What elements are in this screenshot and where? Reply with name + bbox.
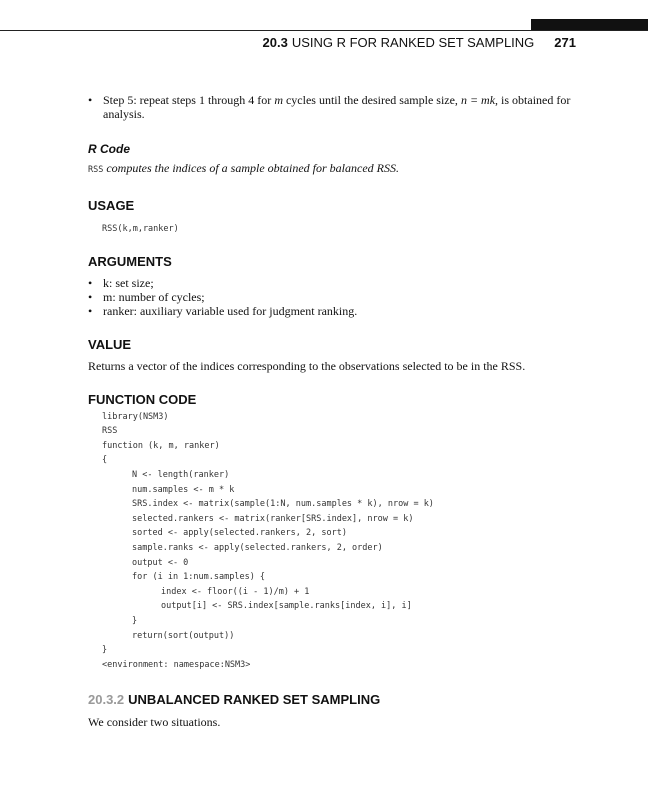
code-line: for (i in 1:num.samples) { [132, 572, 266, 583]
subsection-heading [88, 692, 578, 707]
bullet-dot: • [88, 93, 93, 107]
argument-item: • ranker: auxiliary variable used for judgment ranking. [88, 303, 358, 318]
arguments-list [88, 276, 578, 318]
code-line: selected.rankers <- matrix(ranker[SRS.index], nrow = k) [132, 513, 414, 524]
code-line: output <- 0 [132, 557, 189, 568]
code-line: N <- length(ranker) [132, 469, 230, 480]
running-header [263, 35, 576, 50]
code-line: RSS [102, 426, 118, 437]
rcode-heading: R Code [88, 142, 130, 156]
code-line: num.samples <- m * k [132, 484, 235, 495]
section-title: USING R FOR RANKED SET SAMPLING [291, 35, 535, 50]
code-line: output[i] <- SRS.index[sample.ranks[index, i], i] [161, 601, 412, 612]
value-text: Returns a vector of the indices corresponding to the observations selected to be in the RSS. [88, 358, 526, 373]
value-heading: VALUE [88, 336, 132, 352]
function-code-block [88, 410, 578, 673]
code-line: } [102, 645, 108, 656]
argument-item: • m: number of cycles; [88, 289, 205, 304]
code-line: SRS.index <- matrix(sample(1:N, num.samples * k), nrow = k) [132, 499, 434, 510]
header-rule [0, 30, 648, 31]
usage-heading: USAGE [88, 198, 135, 213]
code-line: <environment: namespace:NSM3> [102, 659, 251, 670]
page-number: 271 [554, 35, 576, 50]
code-line: sorted <- apply(selected.rankers, 2, sort) [132, 528, 347, 539]
step5-bullet [88, 93, 578, 121]
usage-line: RSS(k,m,ranker) [102, 224, 179, 234]
subsection-text: We consider two situations. [88, 715, 221, 730]
arguments-heading: ARGUMENTS [88, 253, 172, 269]
page-content [88, 93, 578, 729]
code-line: return(sort(output)) [132, 630, 235, 641]
subsection-title: UNBALANCED RANKED SET SAMPLING [128, 692, 381, 708]
code-line: index <- floor((i - 1)/m) + 1 [161, 586, 310, 597]
subsection-number: 20.3.2 [88, 692, 125, 708]
step5-text: Step 5: repeat steps 1 through 4 for m cycles until the desired sample size, n = mk, is obtained for analysis. [103, 93, 571, 121]
code-line: function (k, m, ranker) [102, 440, 220, 451]
rcode-fn: RSS [88, 165, 104, 175]
rcode-description [88, 161, 578, 177]
code-line: library(NSM3) [102, 411, 169, 422]
code-line: } [132, 615, 138, 626]
code-line: { [102, 455, 108, 466]
code-line: sample.ranks <- apply(selected.rankers, 2, order) [132, 542, 383, 553]
section-number: 20.3 [262, 35, 288, 50]
function-code-heading: FUNCTION CODE [88, 391, 197, 407]
argument-item: • k: set size; [88, 275, 154, 290]
usage-code [88, 222, 578, 237]
rcode-desc: computes the indices of a sample obtained for balanced RSS. [106, 161, 399, 175]
